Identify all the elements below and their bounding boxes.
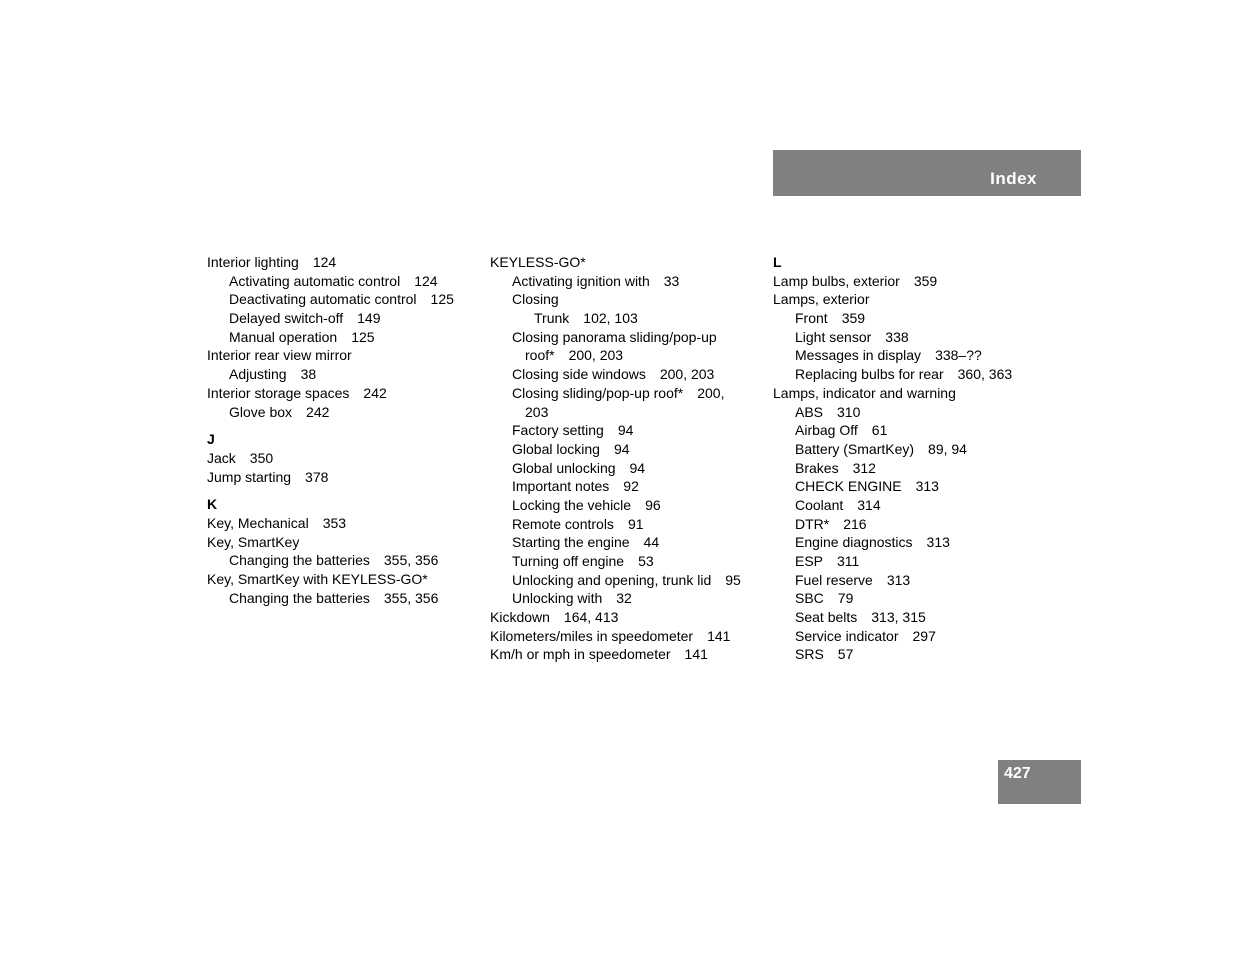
index-entry (207, 272, 477, 291)
index-entry (490, 608, 760, 627)
index-entry-pages: 38 (300, 366, 317, 383)
index-entry-term: Deactivating automatic control (229, 291, 417, 308)
index-entry (207, 533, 477, 552)
index-entry-term: Key, Mechanical (207, 514, 309, 531)
index-entry-term: Jack (207, 449, 236, 466)
index-header-bar (773, 150, 1081, 196)
index-entry-term: Trunk (534, 310, 570, 327)
index-entry (490, 589, 760, 608)
index-entry (490, 459, 760, 478)
index-entry-term: 203 (525, 403, 549, 420)
index-entry-pages: 359 (913, 272, 938, 289)
index-entry-pages: 313, 315 (871, 609, 926, 626)
index-entry-pages: 124 (414, 272, 438, 289)
index-entry-term: Adjusting (229, 366, 287, 383)
index-entry (207, 570, 477, 589)
index-entry-term: Remote controls (512, 515, 614, 532)
index-entry-pages: 79 (837, 590, 854, 607)
index-entry (490, 421, 760, 440)
index-entry-pages: 94 (629, 459, 646, 476)
index-entry-term: Important notes (512, 478, 610, 495)
index-header-title: Index (990, 169, 1037, 188)
index-entry-pages: 200, 203 (568, 347, 624, 364)
index-entry-pages: 338–?? (935, 347, 982, 364)
index-entry-pages: 338 (885, 328, 909, 345)
index-entry-term: SBC (795, 590, 824, 607)
index-entry (773, 589, 1043, 608)
index-entry-term: Locking the vehicle (512, 496, 632, 513)
index-entry-pages: 149 (357, 310, 381, 327)
index-section-letter: J (207, 431, 215, 448)
index-entry-term: Front (795, 310, 828, 327)
index-entry-term: KEYLESS-GO* (490, 254, 586, 270)
index-entry-pages: 91 (627, 515, 644, 532)
index-entry-term: Replacing bulbs for rear (795, 366, 944, 383)
index-entry (490, 571, 760, 590)
index-entry (490, 290, 760, 309)
index-entry-pages: 355, 356 (383, 552, 439, 569)
index-entry-term: Factory setting (512, 422, 604, 439)
index-entry (773, 477, 1043, 496)
index-entry (490, 365, 760, 384)
index-entry-pages: 44 (643, 534, 660, 551)
index-entry-pages: 89, 94 (928, 440, 967, 457)
index-entry (207, 328, 477, 347)
index-entry (490, 384, 760, 403)
index-entry-term: Battery (SmartKey) (795, 440, 915, 457)
index-entry-term: DTR* (795, 515, 830, 532)
index-entry (773, 533, 1043, 552)
index-entry (490, 552, 760, 571)
index-entry-term: Starting the engine (512, 534, 630, 551)
index-entry (207, 468, 477, 487)
index-entry-pages: 310 (837, 403, 861, 420)
index-entry (773, 346, 1043, 365)
page-number-box (998, 760, 1081, 804)
index-entry-pages: 57 (837, 646, 854, 663)
index-entry-term: Activating automatic control (229, 272, 401, 289)
index-entry (773, 552, 1043, 571)
index-entry-term: Messages in display (795, 347, 922, 364)
index-entry-term: Kilometers/miles in speedometer (490, 627, 694, 644)
index-entry-term: Turning off engine (512, 553, 625, 569)
index-entry-term: Closing sliding/pop-up roof* (512, 384, 684, 401)
index-entry-term: Changing the batteries (229, 552, 370, 569)
index-entry-pages: 164, 413 (563, 609, 619, 626)
index-entry-term: Lamps, exterior (773, 291, 870, 308)
index-entry-pages: 242 (306, 403, 330, 420)
index-entry-pages: 94 (617, 422, 634, 439)
index-entry-term: Global unlocking (512, 459, 616, 476)
index-entry (773, 515, 1043, 534)
index-entry-term: Interior rear view mirror (207, 347, 352, 364)
index-entry-pages: 32 (616, 590, 632, 607)
index-column-1 (207, 253, 477, 607)
index-entry (207, 384, 477, 403)
index-entry-term: Seat belts (795, 609, 858, 626)
index-section-letter: L (773, 254, 782, 270)
index-entry-term: Fuel reserve (795, 571, 873, 588)
index-entry (207, 290, 477, 309)
index-entry-pages: 200, (697, 384, 725, 401)
index-entry (490, 477, 760, 496)
index-entry-term: CHECK ENGINE (795, 478, 902, 495)
index-entry (207, 403, 477, 422)
index-entry-pages: 359 (841, 310, 866, 327)
index-entry (490, 309, 760, 328)
index-entry-pages: 94 (613, 440, 630, 457)
index-entry (490, 515, 760, 534)
index-entry (773, 272, 1043, 291)
index-entry-term: roof* (525, 347, 555, 364)
index-entry (490, 627, 760, 646)
index-entry-pages: 312 (852, 459, 876, 476)
index-entry-pages: 124 (312, 254, 337, 270)
index-entry-pages: 350 (249, 449, 274, 466)
index-entry-pages: 313 (915, 478, 939, 495)
index-entry (490, 533, 760, 552)
index-entry-term: Key, SmartKey with KEYLESS-GO* (207, 571, 428, 587)
index-entry-term: Delayed switch-off (229, 310, 344, 327)
index-entry-continuation (490, 403, 760, 422)
index-entry (773, 496, 1043, 515)
index-entry (773, 571, 1043, 590)
index-entry-pages: 297 (912, 627, 936, 644)
index-entry (773, 365, 1043, 384)
index-entry-continuation (490, 346, 760, 365)
index-entry-pages: 96 (645, 496, 661, 513)
index-entry (773, 421, 1043, 440)
index-entry-pages: 360, 363 (957, 366, 1013, 383)
index-entry (207, 589, 477, 608)
index-entry-term: Glove box (229, 403, 293, 420)
index-entry-pages: 216 (843, 515, 867, 532)
index-entry-pages: 313 (926, 534, 950, 551)
index-entry-term: Brakes (795, 459, 839, 476)
index-entry-pages: 33 (663, 272, 680, 289)
index-entry-term: Light sensor (795, 328, 872, 345)
index-entry-pages: 378 (305, 468, 329, 485)
index-entry-pages: 102, 103 (583, 310, 638, 327)
index-entry-term: Lamps, indicator and warning (773, 384, 956, 401)
index-entry (207, 346, 477, 365)
index-entry-term: Engine diagnostics (795, 534, 913, 551)
index-entry-pages: 141 (684, 646, 708, 663)
index-entry-term: Service indicator (795, 627, 899, 644)
index-entry (490, 328, 760, 347)
index-entry (773, 627, 1043, 646)
index-entry (490, 440, 760, 459)
index-entry-pages: 141 (707, 627, 731, 644)
index-entry-term: Km/h or mph in speedometer (490, 646, 671, 663)
index-entry (207, 309, 477, 328)
index-entry (490, 253, 760, 272)
index-entry-term: Airbag Off (795, 422, 858, 439)
index-entry-pages: 242 (363, 384, 387, 401)
index-entry-pages: 125 (430, 291, 454, 308)
index-entry-term: Kickdown (490, 609, 550, 626)
index-entry-term: Changing the batteries (229, 589, 370, 606)
index-entry-term: Coolant (795, 496, 844, 513)
index-column-3 (773, 253, 1043, 664)
index-entry-term: Unlocking with (512, 590, 603, 607)
index-entry-term: ABS (795, 403, 824, 420)
index-entry-term: Interior storage spaces (207, 384, 350, 401)
index-entry (773, 309, 1043, 328)
index-entry-pages: 95 (725, 571, 741, 588)
index-entry-term: Interior lighting (207, 254, 299, 270)
index-entry (490, 645, 760, 664)
index-entry (773, 440, 1043, 459)
index-entry-term: Closing side windows (512, 366, 646, 383)
index-entry-pages: 92 (623, 478, 639, 495)
index-entry-pages: 353 (322, 514, 347, 531)
index-entry-term: Closing (512, 291, 559, 308)
index-entry-term: Jump starting (207, 468, 292, 485)
index-entry (490, 496, 760, 515)
index-entry (773, 328, 1043, 347)
index-entry (773, 459, 1043, 478)
index-entry-term: SRS (795, 646, 824, 663)
index-entry-term: Global locking (512, 440, 600, 457)
index-entry-pages: 313 (886, 571, 911, 588)
index-entry-term: Manual operation (229, 328, 338, 345)
index-entry (773, 608, 1043, 627)
index-entry-term: Activating ignition with (512, 272, 650, 289)
index-entry (207, 365, 477, 384)
index-entry-pages: 61 (871, 422, 888, 439)
index-entry (207, 551, 477, 570)
index-entry-term: Lamp bulbs, exterior (773, 272, 900, 289)
index-entry-term: Key, SmartKey (207, 533, 300, 550)
index-entry-pages: 314 (857, 496, 881, 513)
index-entry-pages: 125 (351, 328, 375, 345)
index-entry-pages: 53 (638, 553, 654, 569)
index-entry (773, 290, 1043, 309)
index-entry-term: Unlocking and opening, trunk lid (512, 571, 712, 588)
index-entry (207, 514, 477, 533)
index-entry-pages: 200, 203 (659, 366, 715, 383)
index-entry (490, 272, 760, 291)
index-column-2 (490, 253, 760, 664)
index-entry (207, 449, 477, 468)
page-number: 427 (1004, 765, 1031, 782)
index-entry-pages: 355, 356 (383, 589, 439, 606)
index-entry (773, 645, 1043, 664)
index-entry (773, 403, 1043, 422)
index-entry (773, 384, 1043, 403)
index-section-letter: K (207, 496, 218, 513)
index-entry-pages: 311 (837, 553, 860, 569)
index-entry-term: Closing panorama sliding/pop-up (512, 328, 717, 345)
index-entry (207, 253, 477, 272)
index-entry-term: ESP (795, 553, 824, 569)
